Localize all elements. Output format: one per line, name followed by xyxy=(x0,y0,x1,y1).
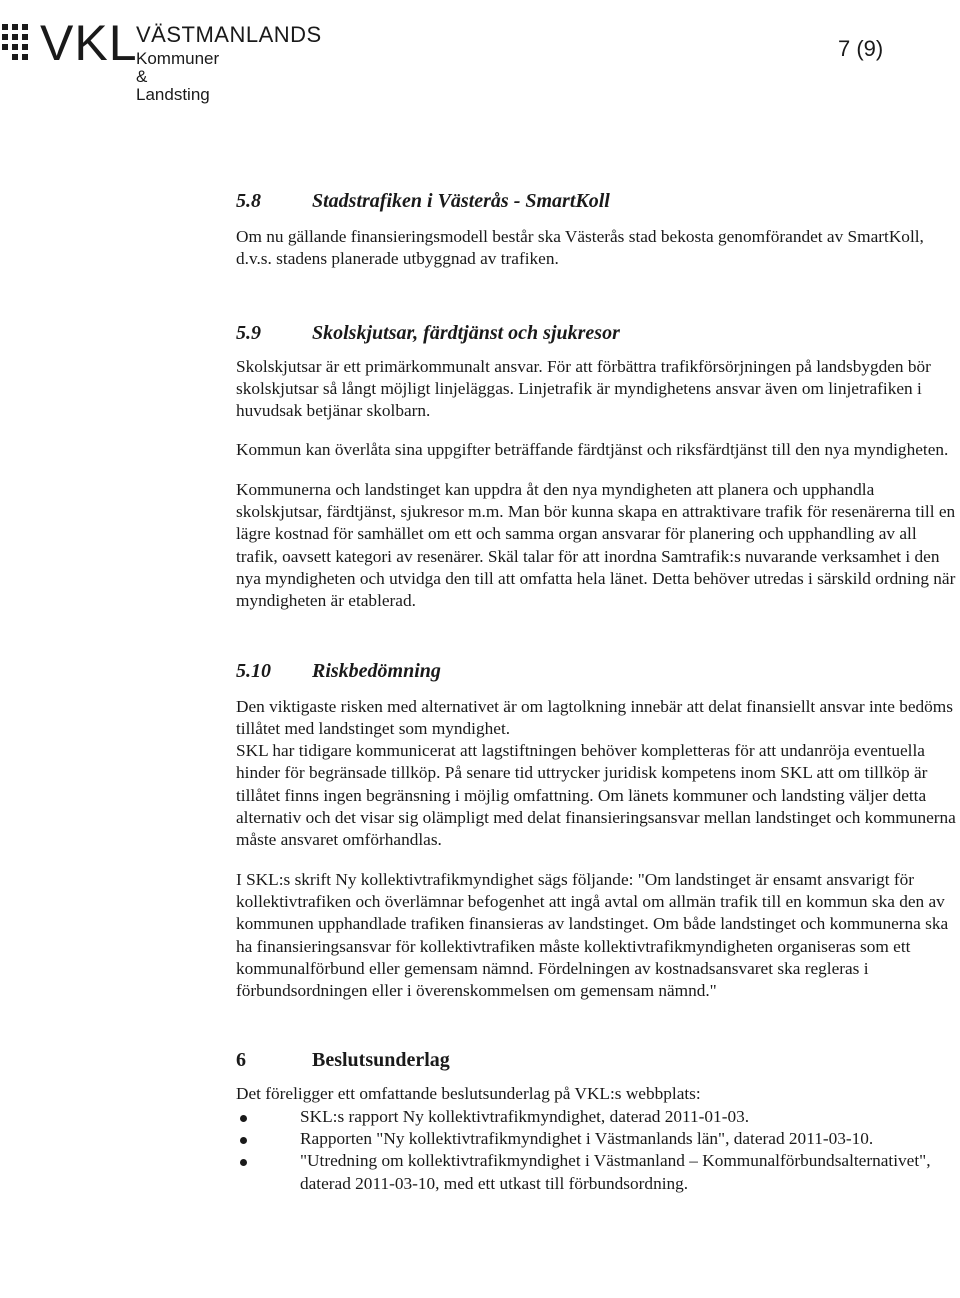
section-title: Skolskjutsar, färdtjänst och sjukresor xyxy=(312,321,620,344)
org-subtitle: Kommuner & Landsting xyxy=(136,49,220,104)
section-heading-5-9 xyxy=(236,322,956,345)
page-header xyxy=(0,0,960,104)
section-title: Riskbedömning xyxy=(312,659,441,682)
paragraph: SKL har tidigare kommunicerat att lagstiftningen behöver kompletteras för att undanröja eventuella hinder för begränsade tillköp. På senare tid uttrycker juridisk kompetens inom SKL att om tillköp är tillåtet finns ingen begränsning i möjlig omfattning. Om länets kommuner och landsting väljer detta alternativ och det visar sig olämpligt med delat finansieringsansvar mellan landstinget och kommunerna måste ansvaret omförhandlas. xyxy=(236,741,956,850)
section-title: Stadstrafiken i Västerås - SmartKoll xyxy=(312,190,610,212)
document-body xyxy=(236,190,956,1195)
logo-mark: VKL xyxy=(40,15,138,71)
bullet-list xyxy=(236,1106,956,1195)
section-heading-6 xyxy=(236,1049,956,1072)
page-number: 7 (9) xyxy=(838,36,884,61)
list-item: "Utredning om kollektivtrafikmyndighet i Västmanland – Kommunalförbundsalternativet", daterad 2011-03-10, med ett utkast till förbundsordning. xyxy=(236,1150,956,1195)
logo-dots-icon xyxy=(2,24,42,64)
section-heading-5-10 xyxy=(236,660,956,683)
section-number: 6 xyxy=(236,1049,246,1072)
paragraph: Om nu gällande finansieringsmodell består ska Västerås stad bekosta genomförandet av SmartKoll, d.v.s. stadens planerade utbyggnad av trafiken. xyxy=(236,227,924,269)
paragraph: Den viktigaste risken med alternativet är om lagtolkning innebär att delat finansiellt ansvar inte bedöms tillåtet med landstinget som myndighet. xyxy=(236,696,953,738)
paragraph: I SKL:s skrift Ny kollektivtrafikmyndighet sägs följande: "Om landstinget är ensamt ansvarigt för kollektivtrafiken och överlämnar befogenhet att ingå avtal om allmän trafik till en kommun ska den av kommunen upphandlade trafiken finansieras av landstinget. Om både landstinget och kommunerna ska ha finansieringsansvar för kollektivtrafiken måste kollektivtrafikmyndigheten organiseras som ett kommunalförbund eller gemensam nämnd. Fördelningen av kostnadsansvaret ska regleras i förbundsordningen eller i överenskommelsen om gemensam nämnd." xyxy=(236,869,949,1001)
paragraph: Det föreligger ett omfattande beslutsunderlag på VKL:s webbplats: xyxy=(236,1084,701,1104)
section-title: Beslutsunderlag xyxy=(312,1049,450,1072)
section-number: 5.10 xyxy=(236,659,271,682)
org-name: VÄSTMANLANDS xyxy=(136,22,322,47)
list-item: SKL:s rapport Ny kollektivtrafikmyndighet, daterad 2011-01-03. xyxy=(236,1106,956,1128)
section-number: 5.8 xyxy=(236,190,261,212)
section-number: 5.9 xyxy=(236,321,261,344)
paragraph: Skolskjutsar är ett primärkommunalt ansvar. För att förbättra trafikförsörjningen på landsbygden bör skolskjutsar så långt möjligt linjeläggas. Linjetrafik är myndighetens ansvar även om linjetrafiken i huvudsak betjänar skolbarn. xyxy=(236,356,931,421)
list-item: Rapporten "Ny kollektivtrafikmyndighet i Västmanlands län", daterad 2011-03-10. xyxy=(236,1128,956,1150)
paragraph: Kommunerna och landstinget kan uppdra åt den nya myndigheten att planera och upphandla skolskjutsar, färdtjänst, sjukresor m.m. Man bör kunna skapa en attraktivare trafik för resenärerna till en lägre kostnad för samhället om ett och samma organ ansvarar för planering och upphandling av all trafik, oavsett kategori av resenärer. Skäl talar för att inordna Samtrafik:s nuvarande verksamhet i den nya myndigheten och utvidga den till att omfatta hela länet. Detta behöver utredas i särskild ordning när myndigheten är etablerad. xyxy=(236,479,956,611)
section-heading-5-8 xyxy=(236,190,956,213)
paragraph: Kommun kan överlåta sina uppgifter beträffande färdtjänst och riksfärdtjänst till den nya myndigheten. xyxy=(236,440,949,460)
